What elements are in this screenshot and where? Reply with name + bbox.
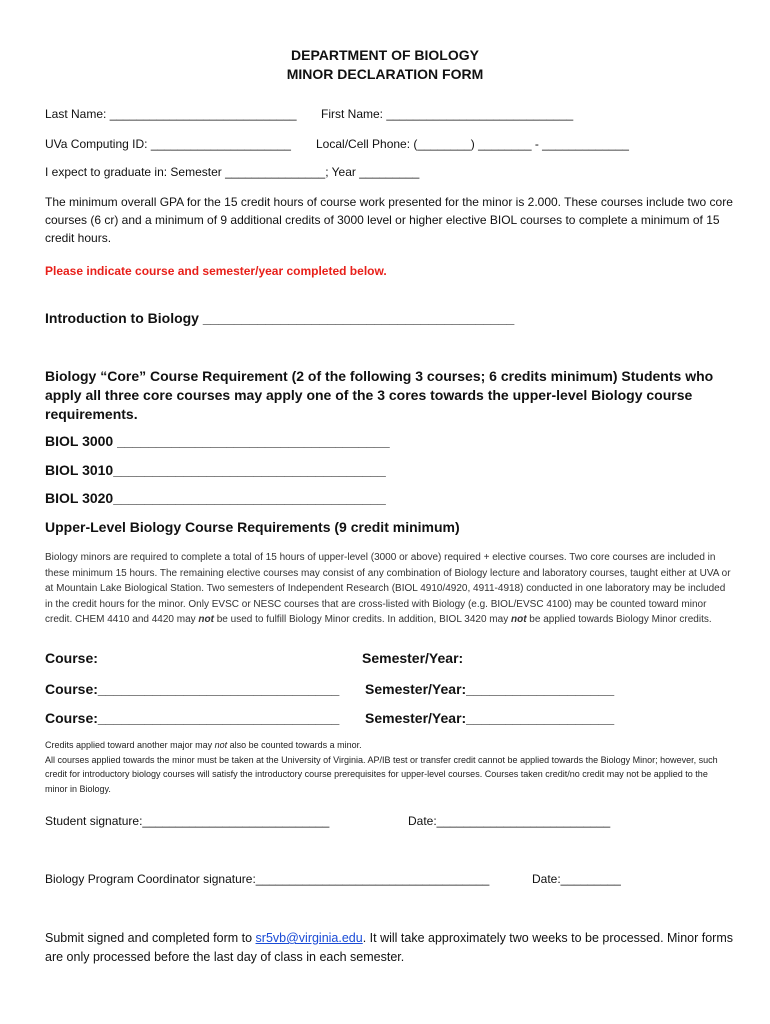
note-rest: All courses applied towards the minor must be taken at the University of Virginia. AP/IB test or transfer credit cannot be applied towards the Biology Minor; however, such credit for introductory biology courses will satisfy the introductory course prerequisites for upper-level courses. Courses taken credit/no credit may not be applied to the minor in Biology. [45,754,718,794]
submit-text-a: Submit signed and completed form to [45,931,256,945]
intro-biology-field[interactable]: Introduction to Biology ________________________________________ [45,310,515,326]
email-link[interactable]: sr5vb@virginia.edu [255,931,363,945]
instruction-text: Please indicate course and semester/year completed below. [45,264,387,278]
course-field-1[interactable]: Course:_______________________________ [45,681,340,697]
core-requirement-heading: Biology “Core” Course Requirement (2 of the following 3 courses; 6 credits minimum) Students who apply all three core courses may apply one of the 3 cores towards the upper-level Biology course requirements. [45,368,714,422]
note-text-b: also be counted towards a minor. [227,740,362,750]
semester-field-2[interactable]: Semester/Year:___________________ [365,710,615,726]
coordinator-date-field[interactable]: Date:_________ [532,872,621,886]
student-date-field[interactable]: Date:__________________________ [408,814,611,828]
first-name-field[interactable]: First Name: ____________________________ [321,107,574,121]
upper-not-1: not [198,614,214,625]
semester-field-1[interactable]: Semester/Year:___________________ [365,681,615,697]
upper-text-2: be used to fulfill Biology Minor credits. In addition, BIOL 3420 may [213,614,511,625]
upper-level-heading: Upper-Level Biology Course Requirements (9 credit minimum) [45,519,460,535]
notes-block [45,738,725,796]
last-name-field[interactable]: Last Name: ____________________________ [45,107,297,121]
semester-header: Semester/Year: [362,650,464,666]
course-header: Course: [45,650,98,666]
note-line-1 [45,738,725,753]
biol-3010-field[interactable]: BIOL 3010___________________________________ [45,462,386,478]
note-text-a: Credits applied toward another major may [45,740,215,750]
course-field-2[interactable]: Course:_______________________________ [45,710,340,726]
phone-field[interactable]: Local/Cell Phone: (________) ________ - _____________ [316,137,629,151]
upper-text-3: be applied towards Biology Minor credits. [526,614,712,625]
upper-text-1: Biology minors are required to complete a total of 15 hours of upper-level (3000 or above) required + elective courses. Two core courses are included in these minimum 15 hours. The remaining elective courses may consist of any combination of Biology lecture and laboratory courses, taught either at UVA or at Mountain Lake Biological Station. Two semesters of Independent Research (BIOL 4910/4920, 4911-4918) conducted in one laboratory may be included in the credit hours for the minor. Only EVSC or NESC courses that are cross-listed with Biology (e.g. BIOL/EVSC 4100) may be counted toward minor credit. CHEM 4410 and 4420 may [45,552,731,625]
upper-level-paragraph [45,550,735,628]
biol-3000-field[interactable]: BIOL 3000 ___________________________________ [45,433,390,449]
submit-text-b: . It will take approximately two weeks to be processed. Minor forms are only processed before the last day of class in each semester. [45,931,734,964]
biol-3020-field[interactable]: BIOL 3020___________________________________ [45,490,386,506]
computing-id-field[interactable]: UVa Computing ID: _____________________ [45,137,291,151]
upper-not-2: not [510,614,527,625]
student-signature-field[interactable]: Student signature:____________________________ [45,814,330,828]
graduation-field[interactable]: I expect to graduate in: Semester _______________; Year _________ [45,165,420,179]
department-title: DEPARTMENT OF BIOLOGY [291,47,479,63]
submit-instructions [45,929,735,967]
gpa-paragraph: The minimum overall GPA for the 15 credit hours of course work presented for the minor is 2.000. These courses include two core courses (6 cr) and a minimum of 9 additional credits of 3000 level or higher elective BIOL courses to complete a minimum of 15 credit hours. [45,195,733,245]
coordinator-signature-field[interactable]: Biology Program Coordinator signature:___________________________________ [45,872,490,886]
form-title: MINOR DECLARATION FORM [286,66,484,82]
note-not: not [214,740,228,750]
